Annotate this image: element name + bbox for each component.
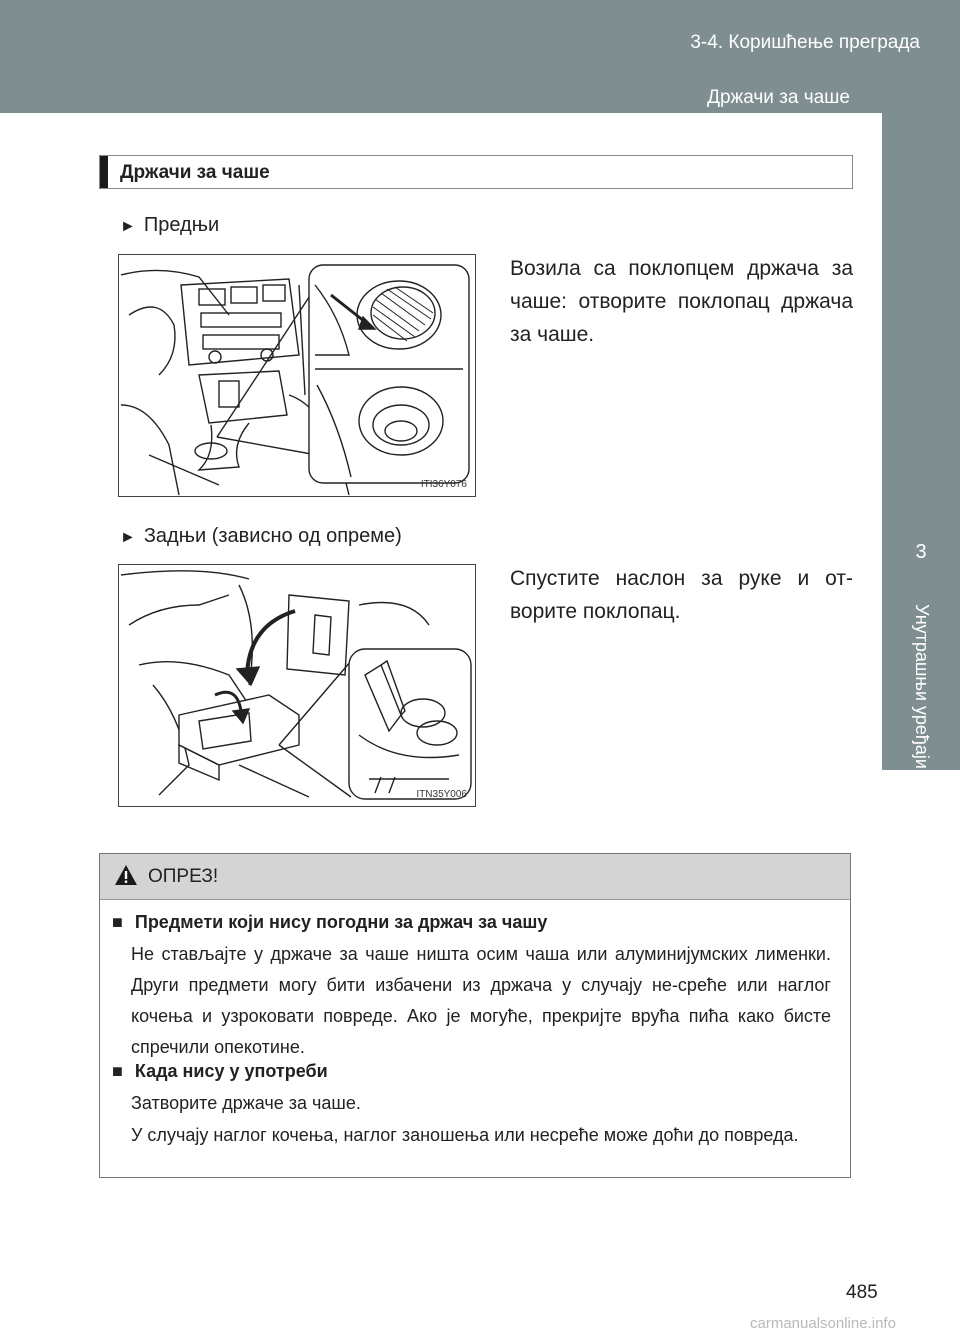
caution-title: ОПРЕЗ!	[148, 866, 219, 887]
rear-description: Спустите наслон за руке и от-ворите поклопац.	[510, 567, 853, 623]
front-cupholder-illustration	[119, 255, 475, 496]
caution-item-heading-text: Предмети који нису погодни за држач за чашу	[134, 912, 548, 932]
front-heading-text: Предњи	[143, 214, 220, 236]
section-title-bar	[99, 155, 853, 189]
header-topic: Држачи за чаше	[707, 87, 850, 108]
caution-item-paragraph: Затворите држаче за чаше.	[131, 1093, 361, 1113]
caution-item-paragraph: У случају наглог кочења, наглог заношења или несреће може доћи до повреда.	[131, 1125, 799, 1145]
rear-cupholder-figure	[118, 564, 476, 807]
page-number: 485	[846, 1282, 878, 1303]
square-bullet-icon: ■	[112, 1061, 123, 1081]
chapter-number: 3	[915, 541, 927, 563]
front-heading	[120, 214, 219, 237]
caution-item-paragraph: Не стављајте у држаче за чаше ништа осим чаша или алуминијумских лименки. Други предмети могу бити избачени из држача у случају не-среће или наглог кочења и узроковати повреде. Ако је могуће, прекријте врућа пића како бисте спречили опекотине.	[131, 944, 831, 1057]
caution-item-heading	[112, 1061, 328, 1082]
section-marker	[100, 156, 108, 188]
rear-figure-code: ITN35Y006	[416, 789, 467, 800]
rear-cupholder-illustration	[119, 565, 475, 806]
caution-item-heading-text: Када нису у употреби	[134, 1061, 328, 1081]
triangle-right-icon: ►	[120, 529, 136, 546]
triangle-right-icon: ►	[120, 218, 136, 235]
header-band	[0, 0, 960, 113]
caution-box	[99, 853, 851, 1178]
rear-heading-text: Задњи (зависно од опреме)	[143, 525, 402, 547]
side-tab-label: Унутрашњи уређаји	[911, 604, 932, 769]
side-tab-chapter	[882, 113, 960, 603]
front-description: Возила са поклопцем држача за чаше: отворите поклопац држача за чаше.	[510, 257, 853, 346]
front-cupholder-figure	[118, 254, 476, 497]
watermark: carmanualsonline.info	[750, 1315, 896, 1332]
warning-triangle-icon	[114, 864, 138, 886]
front-figure-code: ITI36Y076	[420, 479, 467, 490]
header-chapter-section: 3-4. Коришћење преграда	[690, 32, 920, 53]
caution-item-heading	[112, 912, 547, 933]
caution-header	[100, 854, 850, 900]
section-title: Држачи за чаше	[120, 162, 270, 183]
side-tab-lower	[882, 603, 960, 770]
rear-heading	[120, 525, 402, 548]
square-bullet-icon: ■	[112, 912, 123, 932]
